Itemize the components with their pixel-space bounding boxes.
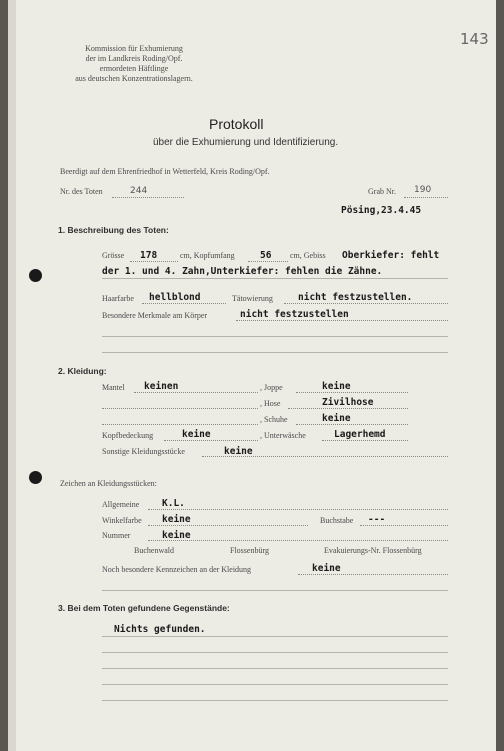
org-line-1: Kommission für Exhumierung	[85, 44, 183, 53]
allgemeine-label: Allgemeine	[102, 500, 140, 509]
page-edge	[8, 0, 16, 751]
allgemeine-value: K.L.	[162, 498, 185, 509]
nummer-value: keine	[162, 530, 191, 541]
haarfarbe-value: hellblond	[149, 292, 201, 303]
kennzeichen-label: Noch besondere Kennzeichen an der Kleidung	[102, 565, 252, 574]
hose-line	[288, 408, 408, 409]
nr-label: Nr. des Toten	[60, 187, 103, 196]
evakuierung-label: Evakuierungs-Nr. Flossenbürg	[324, 546, 422, 555]
schuhe-left-line	[102, 424, 258, 425]
document-subtitle: über die Exhumierung und Identifizierung.	[153, 137, 339, 148]
blank-line-3	[102, 590, 448, 591]
taetowierung-line	[284, 303, 448, 304]
haarfarbe-label: Haarfarbe	[102, 294, 134, 303]
merkmale-line	[236, 320, 448, 321]
org-line-4: aus deutschen Konzentrationslagern.	[75, 74, 193, 83]
grab-value: 190	[414, 185, 432, 195]
buchstabe-label: Buchstabe	[320, 516, 354, 525]
section-2-heading: 2. Kleidung:	[58, 366, 107, 376]
gebiss-value: Oberkiefer: fehlt	[342, 250, 440, 261]
unterwaesche-label: , Unterwäsche	[260, 431, 306, 440]
gebiss-line	[102, 278, 448, 279]
page-number: 143	[460, 30, 489, 48]
document-title: Protokoll	[209, 116, 264, 132]
gegenstaende-line-1	[102, 636, 448, 637]
kopfbedeckung-value: keine	[182, 429, 211, 440]
mantel-label: Mantel	[102, 383, 125, 392]
allgemeine-line	[148, 509, 448, 510]
hose-value: Zivilhose	[322, 397, 374, 408]
groesse-line	[130, 261, 178, 262]
punch-hole-bottom	[29, 471, 42, 484]
merkmale-label: Besondere Merkmale am Körper	[102, 311, 208, 320]
section-1-heading: 1. Beschreibung des Toten:	[58, 225, 169, 235]
gegenstaende-line-4	[102, 684, 448, 685]
place-date: Pösing,23.4.45	[341, 205, 422, 216]
org-line-3: ermordeten Häftlinge	[99, 64, 169, 73]
document-page	[16, 0, 496, 751]
haarfarbe-line	[142, 303, 226, 304]
section-3-heading: 3. Bei dem Toten gefundene Gegenstände:	[58, 603, 230, 613]
kennzeichen-value: keine	[312, 563, 341, 574]
kopfumfang-line	[248, 261, 288, 262]
punch-hole-top	[29, 269, 42, 282]
winkelfarbe-line	[148, 525, 308, 526]
joppe-line	[296, 392, 408, 393]
gegenstaende-line-2	[102, 652, 448, 653]
kopfbedeckung-label: Kopfbedeckung	[102, 431, 154, 440]
taetowierung-value: nicht festzustellen.	[298, 292, 413, 303]
grab-label: Grab Nr.	[368, 187, 396, 196]
gegenstaende-line-5	[102, 700, 448, 701]
kennzeichen-line	[298, 574, 448, 575]
schuhe-label: , Schuhe	[260, 415, 288, 424]
kopfbedeckung-line	[164, 440, 258, 441]
groesse-value: 178	[140, 250, 158, 261]
nr-value: 244	[130, 186, 148, 196]
kopfumfang-value: 56	[260, 250, 272, 261]
mantel-line	[134, 392, 258, 393]
cm-gebiss-label: cm, Gebiss	[290, 251, 326, 260]
buchenwald-label: Buchenwald	[134, 546, 174, 555]
org-line-2: der im Landkreis Roding/Opf.	[85, 54, 183, 63]
cm-kopfumfang-label: cm, Kopfumfang	[180, 251, 235, 260]
unterwaesche-value: Lagerhemd	[334, 429, 386, 440]
blank-line-2	[102, 352, 448, 353]
nummer-line	[148, 540, 448, 541]
grab-line	[404, 197, 448, 198]
hose-label: , Hose	[260, 399, 281, 408]
mantel-value: keinen	[144, 381, 179, 392]
nummer-label: Nummer	[102, 531, 131, 540]
buchstabe-value: ---	[368, 514, 386, 525]
taetowierung-label: Tätowierung	[232, 294, 273, 303]
merkmale-value: nicht festzustellen	[240, 309, 349, 320]
winkelfarbe-value: keine	[162, 514, 191, 525]
hose-left-line	[102, 408, 258, 409]
groesse-label: Grösse	[102, 251, 125, 260]
zeichen-heading: Zeichen an Kleidungsstücken:	[60, 479, 157, 488]
joppe-label: , Joppe	[260, 383, 283, 392]
blank-line-1	[102, 336, 448, 337]
buchstabe-line	[360, 525, 448, 526]
sonstige-label: Sonstige Kleidungsstücke	[102, 447, 185, 456]
gebiss-value-continued: der 1. und 4. Zahn,Unterkiefer: fehlen die Zähne.	[102, 266, 383, 277]
flossenbuerg-label: Flossenbürg	[230, 546, 269, 555]
schuhe-line	[296, 424, 408, 425]
schuhe-value: keine	[322, 413, 351, 424]
sonstige-line	[202, 456, 448, 457]
nr-line	[112, 197, 184, 198]
unterwaesche-line	[322, 440, 408, 441]
gegenstaende-value: Nichts gefunden.	[114, 624, 206, 635]
buried-line: Beerdigt auf dem Ehrenfriedhof in Wetterfeld, Kreis Roding/Opf.	[60, 167, 270, 176]
sonstige-value: keine	[224, 446, 253, 457]
winkelfarbe-label: Winkelfarbe	[102, 516, 142, 525]
joppe-value: keine	[322, 381, 351, 392]
gegenstaende-line-3	[102, 668, 448, 669]
